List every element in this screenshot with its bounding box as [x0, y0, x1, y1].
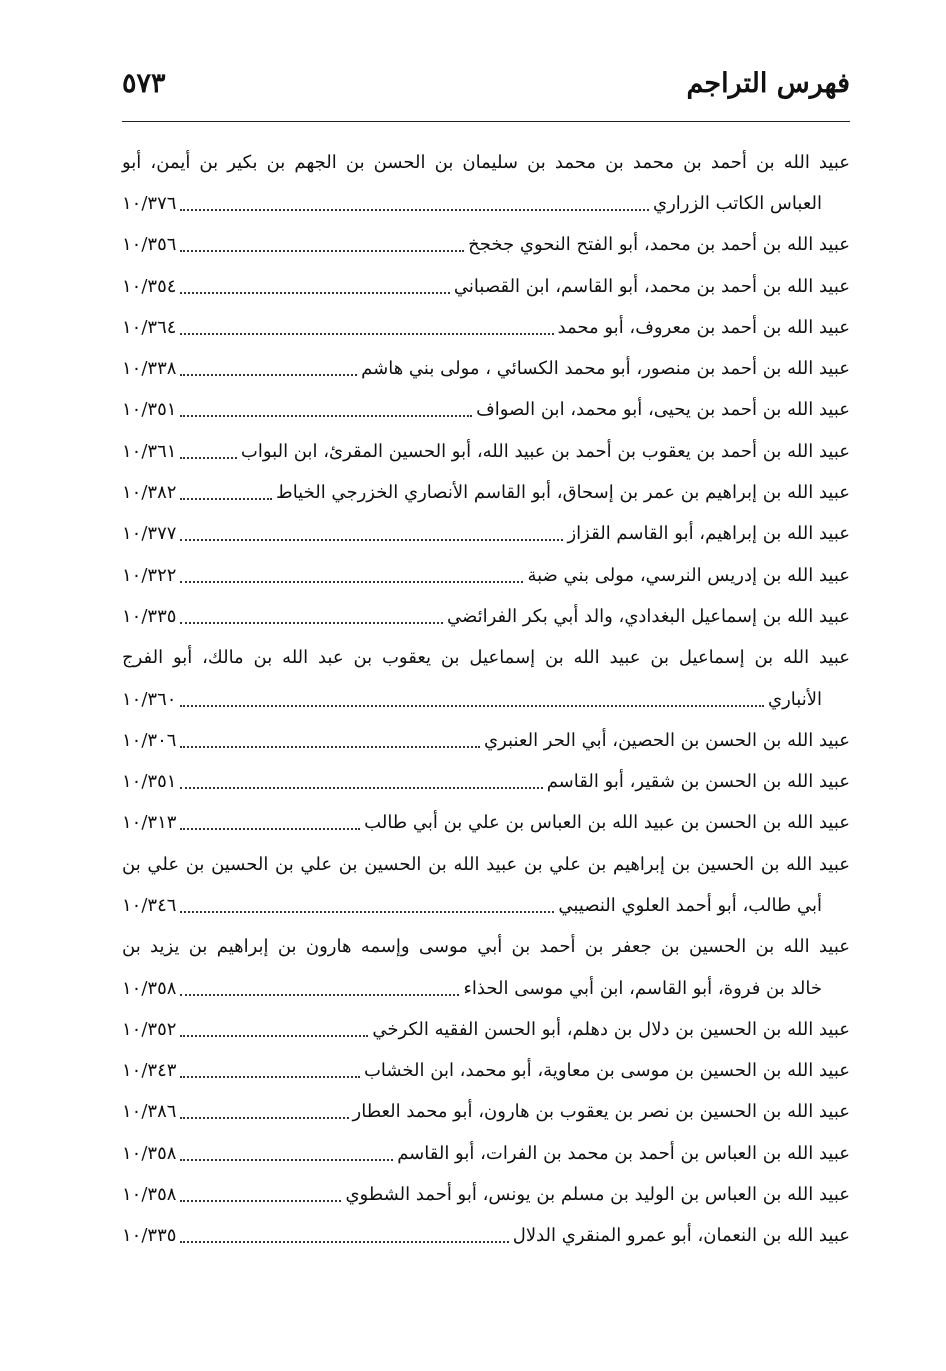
dot-leader [180, 1159, 393, 1161]
entry-reference: ١٠/٣٥٢ [122, 1018, 177, 1040]
entry-name: عبيد الله بن إبراهيم بن عمر بن إسحاق، أبو القاسم الأنصاري الخزرجي الخياط [276, 482, 850, 504]
entry-reference: ١٠/٣٤٦ [122, 894, 177, 916]
dot-leader [180, 415, 472, 417]
dot-leader [180, 1200, 341, 1202]
entry-name: عبيد الله بن إدريس النرسي، مولى بني ضبة [527, 564, 850, 586]
entry-reference: ١٠/٣٨٦ [122, 1101, 177, 1123]
index-entry-line [122, 679, 850, 720]
entry-name: عبيد الله بن أحمد بن يحيى، أبو محمد، ابن الصواف [476, 399, 850, 421]
dot-leader [180, 539, 563, 541]
dot-leader [180, 828, 360, 830]
entry-reference: ١٠/٣٥٦ [122, 234, 177, 256]
dot-leader [180, 498, 272, 500]
entry-name: الأنباري [768, 688, 822, 710]
entry-name: عبيد الله بن الحسن بن شقير، أبو القاسم [546, 771, 850, 793]
dot-leader [180, 705, 764, 707]
entry-name: عبيد الله بن إسماعيل البغدادي، والد أبي بكر الفرائضي [446, 605, 850, 627]
index-entry-line [122, 431, 850, 472]
index-entry-line [122, 555, 850, 596]
page-number: ٥٧٣ [122, 68, 166, 99]
dot-leader [180, 457, 237, 459]
index-entry-line [122, 225, 850, 266]
index-entry-line [122, 1174, 850, 1215]
index-entry-line [122, 927, 850, 968]
index-entry-line [122, 307, 850, 348]
entry-reference: ١٠/٣٤٣ [122, 1060, 177, 1082]
entry-reference: ١٠/٣٧٧ [122, 523, 177, 545]
entry-name: عبيد الله بن الحسين بن نصر بن يعقوب بن هارون، أبو محمد العطار [352, 1101, 850, 1123]
entry-name: عبيد الله بن إسماعيل بن عبيد الله بن إسماعيل بن يعقوب بن عبد الله بن مالك، أبو الفرج [122, 647, 850, 669]
entry-reference: ١٠/٣٥٤ [122, 275, 177, 297]
index-entry-line [122, 968, 850, 1009]
entry-name: عبيد الله بن أحمد بن محمد، أبو القاسم، ابن القصباني [453, 275, 850, 297]
index-entry-line [122, 183, 850, 224]
index-entry-line [122, 638, 850, 679]
dot-leader [180, 209, 649, 211]
dot-leader [180, 746, 480, 748]
index-entry-line [122, 514, 850, 555]
index-entry-line [122, 266, 850, 307]
entry-name: عبيد الله بن الحسن بن عبيد الله بن العباس بن علي بن أبي طالب [364, 812, 850, 834]
index-entry-line [122, 1051, 850, 1092]
dot-leader [180, 1241, 508, 1243]
dot-leader [180, 911, 554, 913]
index-entry-line [122, 142, 850, 183]
header-rule [122, 121, 850, 122]
index-entry-line [122, 1133, 850, 1174]
entry-reference: ١٠/٣٢٢ [122, 564, 177, 586]
entry-name: خالد بن فروة، أبو القاسم، ابن أبي موسى الحذاء [463, 977, 822, 999]
entry-name: عبيد الله بن الحسين بن موسى بن معاوية، أبو محمد، ابن الخشاب [363, 1060, 850, 1082]
dot-leader [180, 1117, 348, 1119]
dot-leader [180, 1076, 360, 1078]
index-entry-line [122, 472, 850, 513]
page-header [122, 62, 850, 112]
entry-name: عبيد الله بن النعمان، أبو عمرو المنقري الدلال [512, 1225, 850, 1247]
entry-name: عبيد الله بن أحمد بن محمد بن محمد بن سليمان بن الحسن بن الجهم بن بكير بن أيمن، أبو [122, 151, 850, 173]
entry-name: عبيد الله بن الحسين بن جعفر بن أحمد بن أبي موسى وإسمه هارون بن إبراهيم بن يزيد بن [122, 936, 850, 958]
entry-reference: ١٠/٣٥٨ [122, 1142, 177, 1164]
entry-reference: ١٠/٣١٣ [122, 812, 177, 834]
dot-leader [180, 250, 464, 252]
entry-name: عبيد الله بن إبراهيم، أبو القاسم القزاز [567, 523, 850, 545]
entry-name: أبي طالب، أبو أحمد العلوي النصيبي [558, 894, 822, 916]
entry-reference: ١٠/٣٥٨ [122, 977, 177, 999]
index-entry-line [122, 720, 850, 761]
index-entry-line [122, 761, 850, 802]
biography-index [122, 142, 850, 1257]
dot-leader [180, 374, 357, 376]
entry-name: عبيد الله بن أحمد بن معروف، أبو محمد [557, 316, 850, 338]
entry-reference: ١٠/٣٣٨ [122, 358, 177, 380]
entry-reference: ١٠/٣٥١ [122, 399, 177, 421]
index-entry-line [122, 390, 850, 431]
index-entry-line [122, 348, 850, 389]
entry-reference: ١٠/٣٣٥ [122, 605, 177, 627]
entry-reference: ١٠/٣٥١ [122, 771, 177, 793]
entry-reference: ١٠/٣٦٤ [122, 316, 177, 338]
entry-name: عبيد الله بن الحسن بن الحصين، أبي الحر العنبري [484, 729, 850, 751]
entry-reference: ١٠/٣٦٠ [122, 688, 177, 710]
index-entry-line [122, 885, 850, 926]
index-entry-line [122, 1216, 850, 1257]
dot-leader [180, 292, 450, 294]
entry-name: عبيد الله بن أحمد بن يعقوب بن أحمد بن عبيد الله، أبو الحسين المقرئ، ابن البواب [240, 440, 850, 462]
entry-name: عبيد الله بن العباس بن الوليد بن مسلم بن يونس، أبو أحمد الشطوي [345, 1184, 850, 1206]
entry-reference: ١٠/٣٦١ [122, 440, 177, 462]
entry-name: العباس الكاتب الزراري [653, 192, 822, 214]
index-entry-line [122, 803, 850, 844]
entry-name: عبيد الله بن أحمد بن محمد، أبو الفتح النحوي جخجخ [468, 234, 850, 256]
index-entry-line [122, 1092, 850, 1133]
entry-reference: ١٠/٣٥٨ [122, 1184, 177, 1206]
index-entry-line [122, 1009, 850, 1050]
entry-reference: ١٠/٣٣٥ [122, 1225, 177, 1247]
dot-leader [180, 1035, 368, 1037]
entry-reference: ١٠/٣٠٦ [122, 729, 177, 751]
entry-reference: ١٠/٣٨٢ [122, 482, 177, 504]
page-title: فهرس التراجم [686, 68, 850, 99]
entry-name: عبيد الله بن العباس بن أحمد بن محمد بن الفرات، أبو القاسم [397, 1142, 850, 1164]
entry-name: عبيد الله بن أحمد بن منصور، أبو محمد الكسائي ، مولى بني هاشم [361, 358, 850, 380]
entry-name: عبيد الله بن الحسين بن إبراهيم بن علي بن عبيد الله بن الحسين بن علي بن الحسين بن علي بن [122, 853, 850, 875]
dot-leader [180, 622, 443, 624]
dot-leader [180, 333, 553, 335]
dot-leader [180, 994, 459, 996]
dot-leader [180, 787, 542, 789]
index-entry-line [122, 844, 850, 885]
entry-name: عبيد الله بن الحسين بن دلال بن دهلم، أبو الحسن الفقيه الكرخي [372, 1018, 850, 1040]
dot-leader [180, 581, 523, 583]
index-entry-line [122, 596, 850, 637]
entry-reference: ١٠/٣٧٦ [122, 192, 177, 214]
